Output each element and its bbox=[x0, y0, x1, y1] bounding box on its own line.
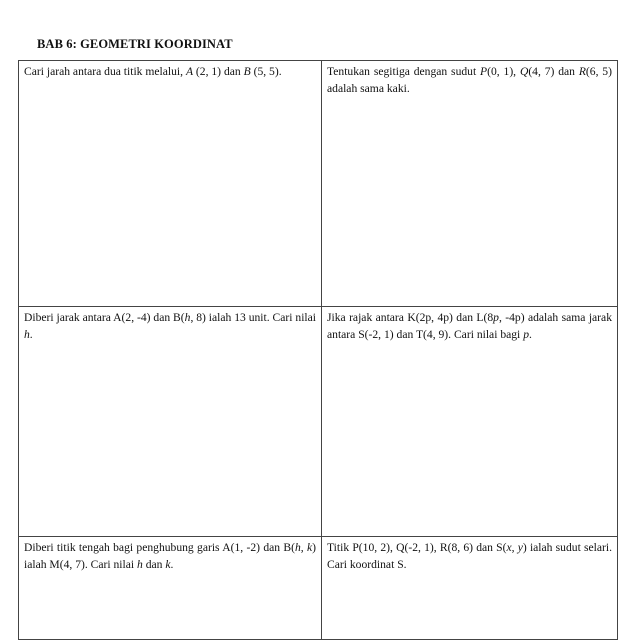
question-text: Diberi titik tengah bagi penghubung garis A(1, -2) dan B(h, k) ialah M(4, 7). Cari nilai h dan k. bbox=[24, 541, 316, 571]
question-text: Titik P(10, 2), Q(-2, 1), R(8, 6) dan S(x, y) ialah sudut selari. Cari koordinat S. bbox=[327, 541, 613, 571]
question-cell bbox=[322, 537, 618, 640]
table-row bbox=[19, 61, 618, 307]
question-table bbox=[18, 60, 618, 640]
question-text: Diberi jarak antara A(2, -4) dan B(h, 8) ialah 13 unit. Cari nilai h. bbox=[24, 311, 317, 341]
question-text: Jika rajak antara K(2p, 4p) dan L(8p, -4p) adalah sama jarak antara S(-2, 1) dan T(4, 9). Cari nilai bagi p. bbox=[327, 311, 612, 341]
question-cell bbox=[322, 307, 618, 537]
question-cell bbox=[19, 537, 322, 640]
question-cell bbox=[19, 307, 322, 537]
question-text: Tentukan segitiga dengan sudut P(0, 1), Q(4, 7) dan R(6, 5) adalah sama kaki. bbox=[327, 65, 612, 95]
question-cell bbox=[19, 61, 322, 307]
question-text: Cari jarah antara dua titik melalui, A (2, 1) dan B (5, 5). bbox=[24, 65, 282, 78]
question-cell bbox=[322, 61, 618, 307]
table-row bbox=[19, 307, 618, 537]
page-title: BAB 6: GEOMETRI KOORDINAT bbox=[37, 37, 233, 51]
table-row bbox=[19, 537, 618, 640]
